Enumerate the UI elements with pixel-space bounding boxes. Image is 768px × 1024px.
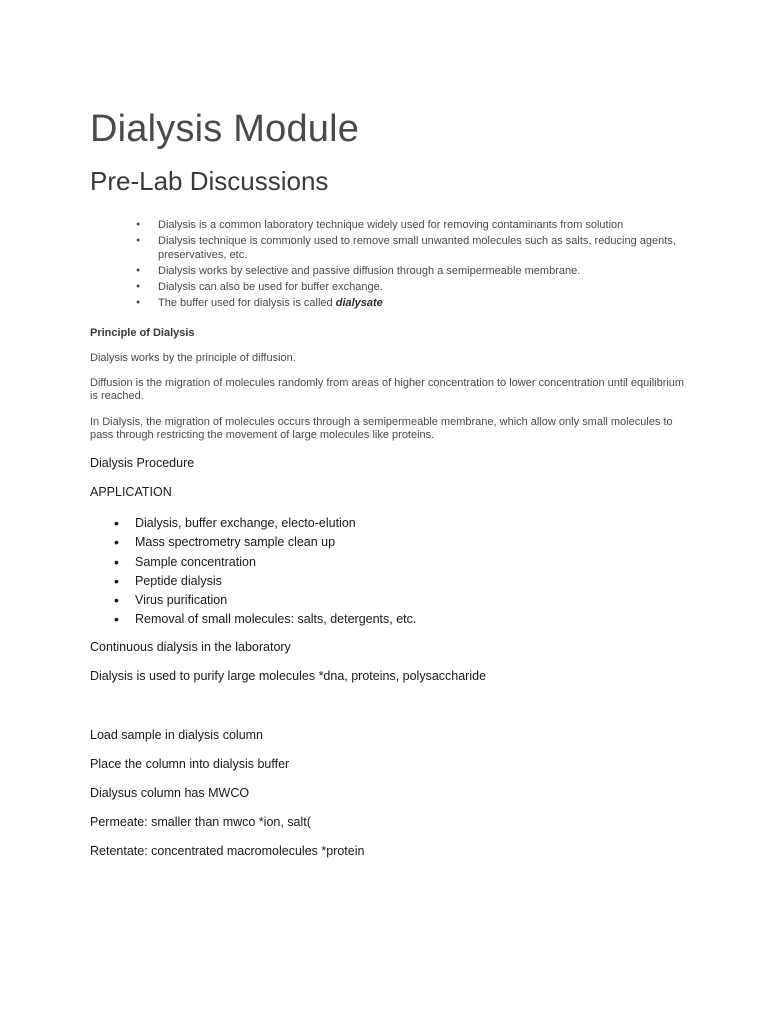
note-line: Dialysis is used to purify large molecules *dna, proteins, polysaccharide <box>90 669 487 683</box>
application-heading: APPLICATION <box>90 485 172 499</box>
list-item <box>90 234 690 262</box>
list-item-text: Dialysis can also be used for buffer exchange. <box>158 281 383 293</box>
list-item: • Removal of small molecules: salts, detergents, etc. <box>90 610 650 629</box>
list-item-text: Dialysis technique is commonly used to remove small unwanted molecules such as salts, reducing agents, preservatives, etc. <box>158 235 676 261</box>
principle-paragraph: Dialysis works by the principle of diffusion. <box>90 352 296 364</box>
list-item: • Virus purification <box>90 591 650 610</box>
list-item: • Dialysis, buffer exchange, electo-elution <box>90 514 650 533</box>
note-line: Retentate: concentrated macromolecules *protein <box>90 844 365 858</box>
note-line: Place the column into dialysis buffer <box>90 757 290 771</box>
application-list <box>90 514 650 630</box>
list-item: • Mass spectrometry sample clean up <box>90 533 650 552</box>
list-item <box>90 218 690 232</box>
intro-bullet-list <box>90 218 690 312</box>
list-item-text: Dialysis works by selective and passive diffusion through a semipermeable membrane. <box>158 265 581 277</box>
list-item <box>90 264 690 278</box>
list-item <box>90 280 690 294</box>
principle-paragraph: Diffusion is the migration of molecules randomly from areas of higher concentration to lower concentration until equilibrium is reached. <box>90 377 685 402</box>
list-item <box>90 296 690 310</box>
note-line: Dialysus column has MWCO <box>90 786 250 800</box>
dialysate-term: dialysate <box>335 297 383 309</box>
note-line: Load sample in dialysis column <box>90 728 264 742</box>
principle-heading: Principle of Dialysis <box>90 327 195 339</box>
list-item-text: Dialysis is a common laboratory technique widely used for removing contaminants from solution <box>158 219 624 231</box>
list-item: • Peptide dialysis <box>90 572 650 591</box>
document-subtitle: Pre-Lab Discussions <box>90 166 329 196</box>
list-item: • Sample concentration <box>90 553 650 572</box>
document-title: Dialysis Module <box>90 108 360 150</box>
principle-paragraph: In Dialysis, the migration of molecules occurs through a semipermeable membrane, which allow only small molecules to pass through restricting the movement of large molecules like proteins. <box>90 416 673 441</box>
list-item-text: The buffer used for dialysis is called <box>158 297 336 309</box>
procedure-heading: Dialysis Procedure <box>90 456 195 470</box>
note-line: Continuous dialysis in the laboratory <box>90 640 291 654</box>
note-line: Permeate: smaller than mwco *ion, salt( <box>90 815 311 829</box>
